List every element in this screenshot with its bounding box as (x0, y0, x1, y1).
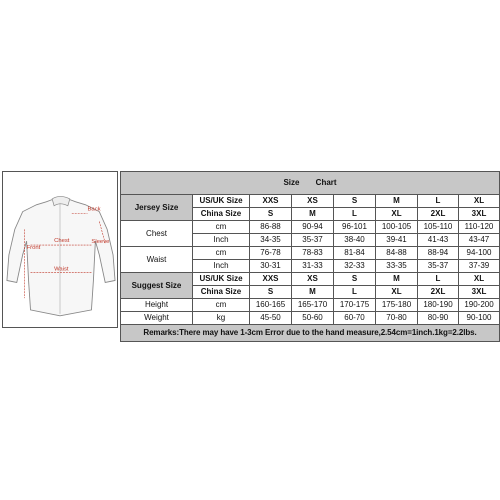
us-uk-size-cell: L (418, 195, 459, 208)
chest-cm-unit: cm (193, 221, 250, 234)
china-size-label: China Size (193, 208, 250, 221)
chest-inch-cell: 43-47 (459, 234, 500, 247)
weight-cell: 80-90 (418, 312, 459, 325)
weight-cell: 90-100 (459, 312, 500, 325)
us-uk-size-cell: XS (292, 195, 334, 208)
waist-cm-cell: 94-100 (459, 247, 500, 260)
weight-cell: 45-50 (250, 312, 292, 325)
china-size-cell: L (334, 208, 376, 221)
china-size-cell: XL (376, 208, 418, 221)
china-size-cell: 3XL (459, 208, 500, 221)
us-uk-size-label-2: US/UK Size (193, 273, 250, 286)
waist-inch-cell: 32-33 (334, 260, 376, 273)
chest-inch-cell: 39-41 (376, 234, 418, 247)
waist-cm-cell: 88-94 (418, 247, 459, 260)
height-row-label: Height (121, 299, 193, 312)
weight-unit: kg (193, 312, 250, 325)
height-cell: 180-190 (418, 299, 459, 312)
us-uk-size-cell: XL (459, 273, 500, 286)
china-size-label-2: China Size (193, 286, 250, 299)
us-uk-size-cell: XXS (250, 273, 292, 286)
china-size-cell: 2XL (418, 208, 459, 221)
height-cell: 170-175 (334, 299, 376, 312)
waist-inch-cell: 33-35 (376, 260, 418, 273)
us-uk-size-cell: M (376, 195, 418, 208)
waist-inch-cell: 35-37 (418, 260, 459, 273)
us-uk-size-cell: S (334, 273, 376, 286)
china-size-cell: M (292, 208, 334, 221)
height-cell: 165-170 (292, 299, 334, 312)
remarks-note: Remarks:There may have 1-3cm Error due to the hand measure,2.54cm=1inch.1kg=2.2lbs. (121, 325, 500, 342)
waist-cm-cell: 84-88 (376, 247, 418, 260)
chest-label: Chest (54, 238, 70, 245)
us-uk-size-cell: XS (292, 273, 334, 286)
chest-cm-cell: 90-94 (292, 221, 334, 234)
us-uk-size-cell: XL (459, 195, 500, 208)
height-cell: 160-165 (250, 299, 292, 312)
us-uk-size-cell: L (418, 273, 459, 286)
waist-cm-cell: 76-78 (250, 247, 292, 260)
size-chart-table (120, 171, 500, 342)
jersey-diagram (2, 171, 118, 328)
china-size-cell: 3XL (459, 286, 500, 299)
height-unit: cm (193, 299, 250, 312)
waist-cm-unit: cm (193, 247, 250, 260)
height-cell: 175-180 (376, 299, 418, 312)
china-size-cell: L (334, 286, 376, 299)
front-label: Front (26, 245, 41, 252)
chest-cm-cell: 110-120 (459, 221, 500, 234)
weight-cell: 70-80 (376, 312, 418, 325)
china-size-cell: 2XL (418, 286, 459, 299)
chest-inch-cell: 38-40 (334, 234, 376, 247)
waist-cm-cell: 78-83 (292, 247, 334, 260)
jersey-outline-icon (3, 172, 117, 327)
chest-cm-cell: 100-105 (376, 221, 418, 234)
china-size-cell: XL (376, 286, 418, 299)
weight-cell: 60-70 (334, 312, 376, 325)
chest-cm-cell: 96-101 (334, 221, 376, 234)
back-label: Back (87, 206, 101, 213)
waist-cm-cell: 81-84 (334, 247, 376, 260)
chest-inch-cell: 41-43 (418, 234, 459, 247)
china-size-cell: S (250, 286, 292, 299)
chest-cm-cell: 105-110 (418, 221, 459, 234)
size-chart-title: Size Chart (121, 172, 500, 195)
chest-inch-cell: 35-37 (292, 234, 334, 247)
chest-inch-cell: 34-35 (250, 234, 292, 247)
jersey-size-label: Jersey Size (121, 195, 193, 221)
china-size-cell: S (250, 208, 292, 221)
us-uk-size-cell: M (376, 273, 418, 286)
weight-cell: 50-60 (292, 312, 334, 325)
chest-row-label: Chest (121, 221, 193, 247)
waist-label: Waist (54, 266, 69, 273)
waist-inch-unit: Inch (193, 260, 250, 273)
suggest-size-label: Suggest Size (121, 273, 193, 299)
height-cell: 190-200 (459, 299, 500, 312)
waist-inch-cell: 30-31 (250, 260, 292, 273)
weight-row-label: Weight (121, 312, 193, 325)
us-uk-size-cell: XXS (250, 195, 292, 208)
sleeve-label: Sleeve (91, 239, 110, 246)
waist-inch-cell: 37-39 (459, 260, 500, 273)
chest-cm-cell: 86-88 (250, 221, 292, 234)
chest-inch-unit: Inch (193, 234, 250, 247)
us-uk-size-label: US/UK Size (193, 195, 250, 208)
us-uk-size-cell: S (334, 195, 376, 208)
waist-inch-cell: 31-33 (292, 260, 334, 273)
china-size-cell: M (292, 286, 334, 299)
waist-row-label: Waist (121, 247, 193, 273)
